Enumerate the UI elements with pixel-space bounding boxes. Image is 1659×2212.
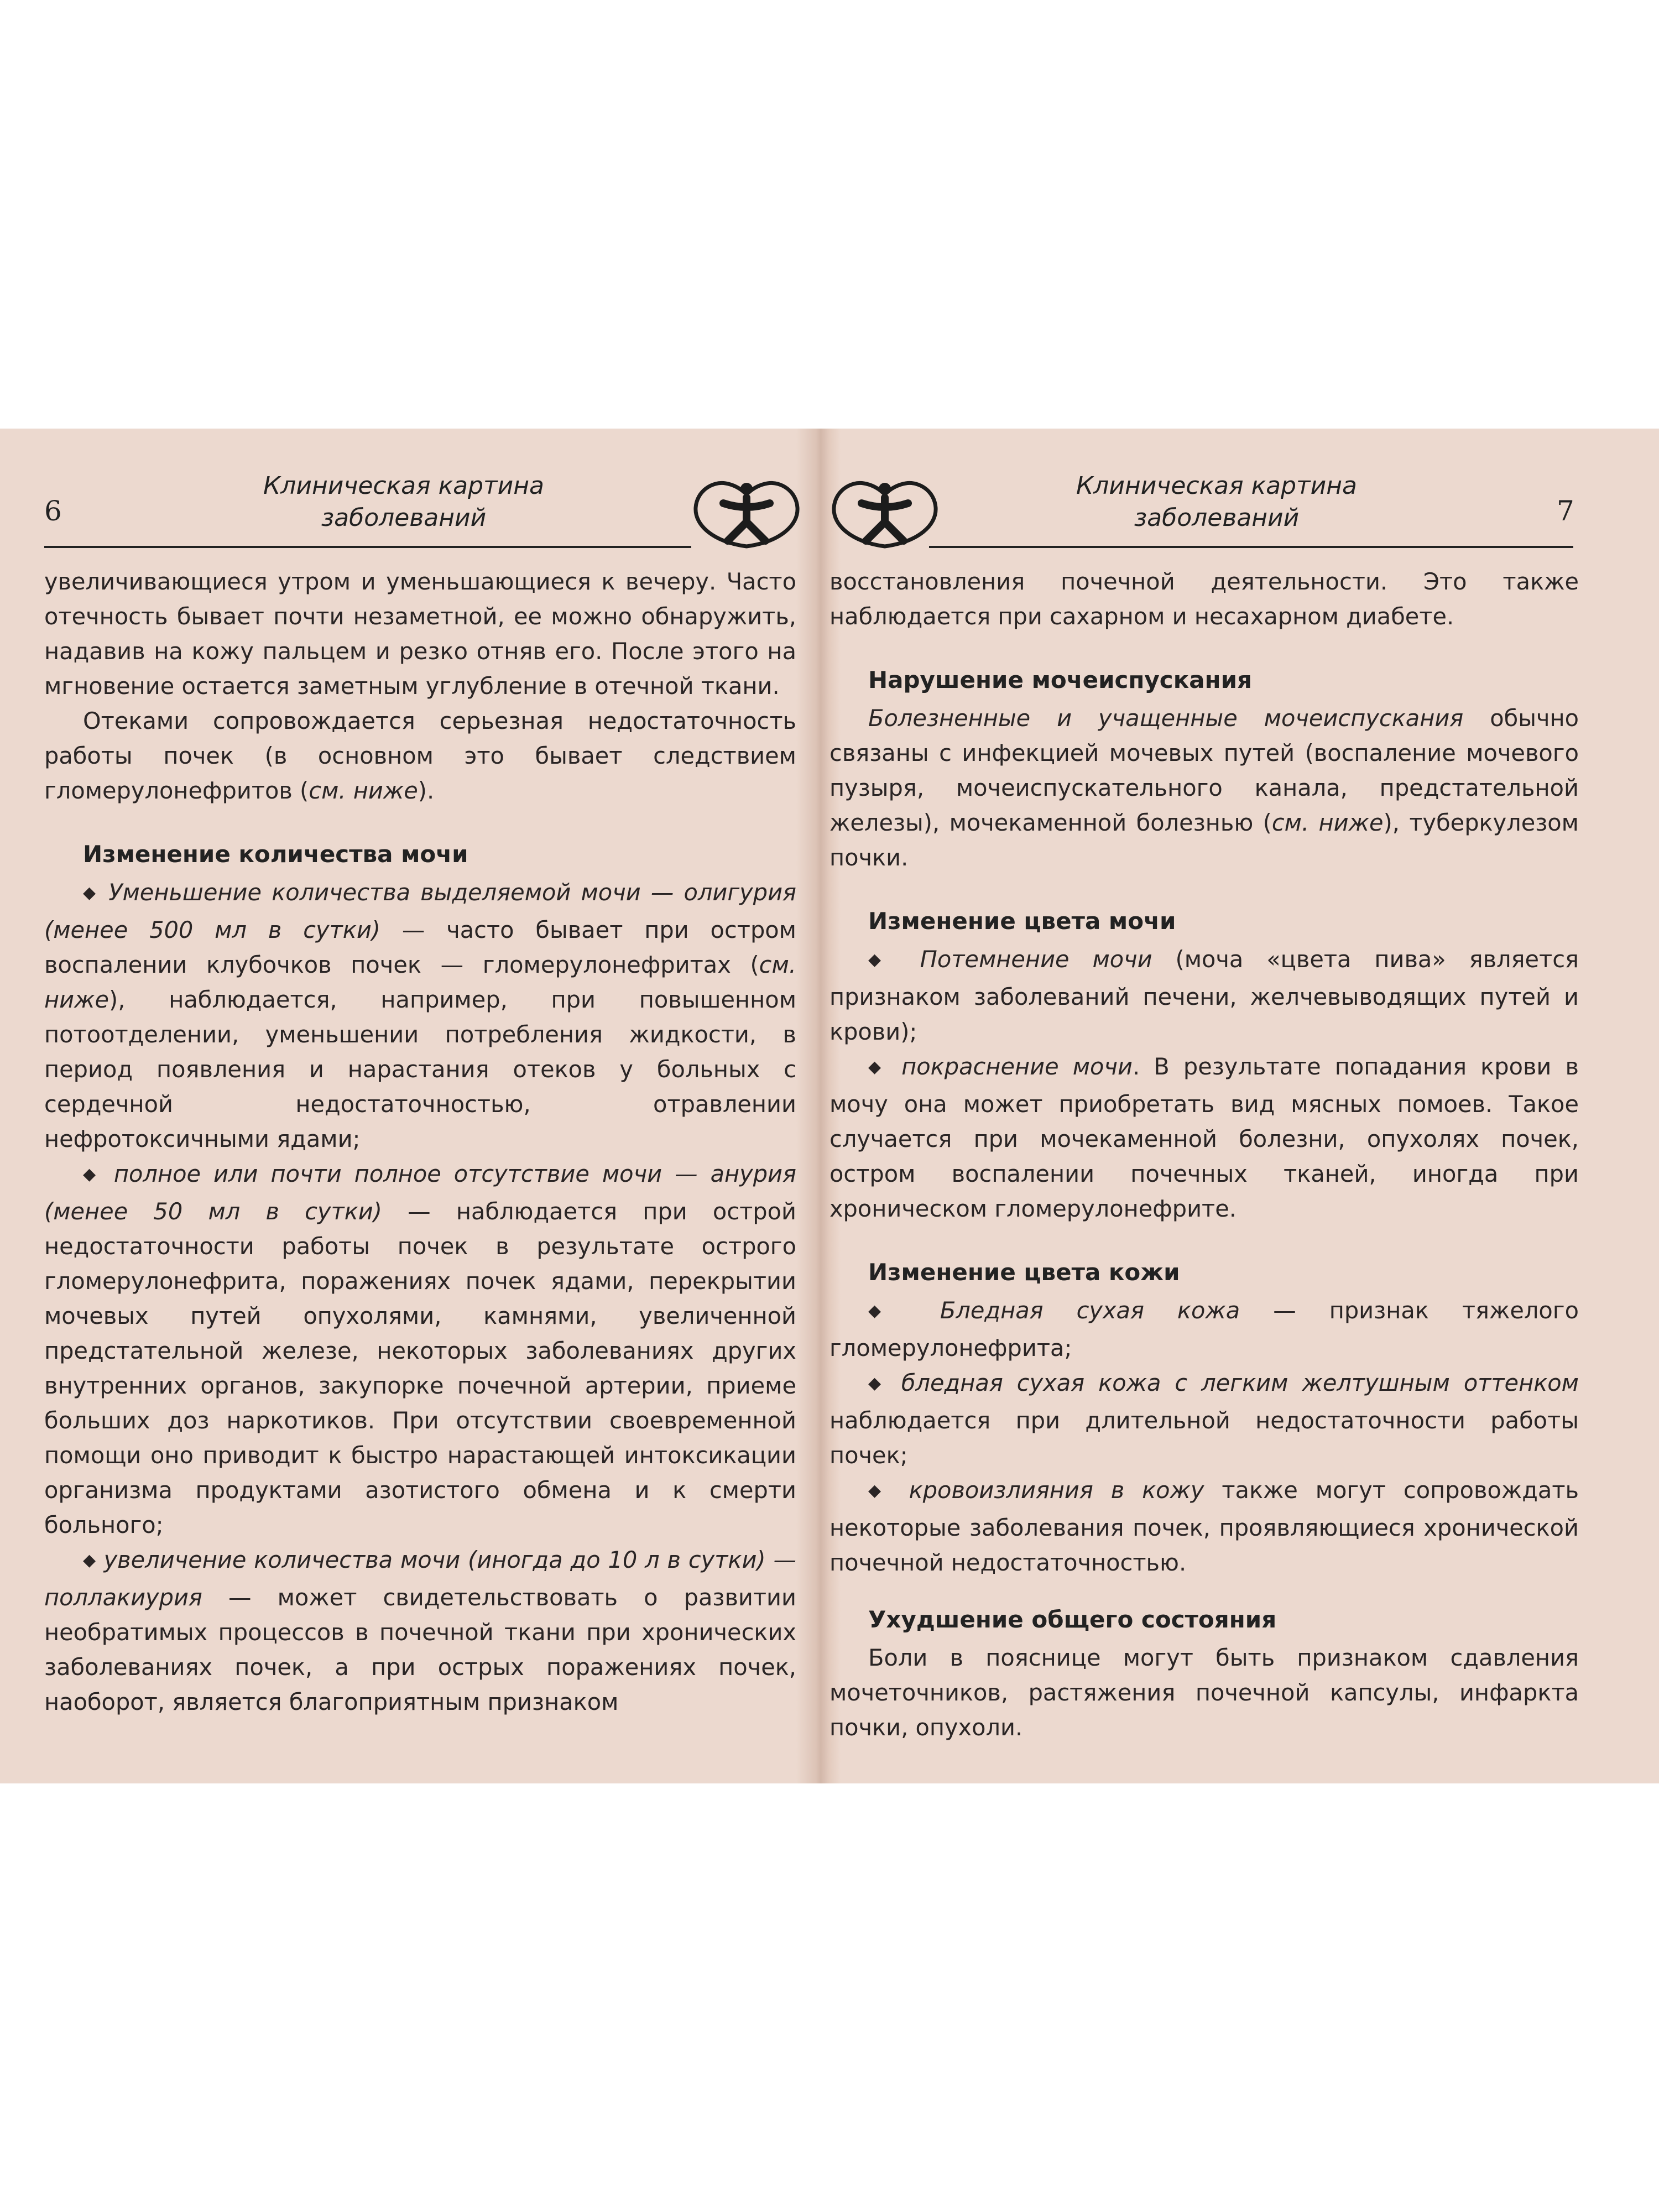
bullet-icon: ◆: [83, 1551, 96, 1570]
bullet-icon: ◆: [83, 883, 99, 902]
running-title: [227, 470, 581, 534]
running-title-line1: Клиническая картина: [1076, 472, 1357, 500]
paragraph: Боли в пояснице могут быть признаком сдавления мочеточников, растяжения почечной капсулы, инфаркта почки, опухоли.: [830, 1644, 1579, 1741]
bullet-icon: ◆: [868, 1481, 891, 1500]
list-item: ◆ Уменьшение количества выделяемой мочи — олигурия (менее 500 мл в сутки) — часто бывает при остром воспалении клубочков почек — гломерулонефритах (см. ниже), наблюдается, например, при повышенном потоотделении, уменьшении потребления жидкости, в период появления и нарастания отеков у больных с сердечной недостаточностью, отравлении нефротоксичными ядами;: [44, 879, 797, 1152]
section-heading: Изменение цвета кожи: [868, 1259, 1180, 1286]
bullet-icon: ◆: [868, 1057, 888, 1077]
section-heading: Ухудшение общего состояния: [868, 1606, 1277, 1633]
page-number: 6: [44, 495, 62, 527]
human-figure-logo-icon: [830, 476, 940, 550]
paragraph: Отеками сопровождается серьезная недостаточность работы почек (в основном это бывает следствием гломерулонефритов (см. ниже).: [44, 707, 796, 804]
page-number: 7: [1557, 495, 1574, 527]
header-rule: [929, 546, 1573, 548]
section-heading: Изменение цвета мочи: [868, 907, 1176, 935]
right-page: [830, 429, 1659, 1783]
running-header: [830, 429, 1659, 553]
bullet-icon: ◆: [868, 1301, 907, 1321]
list-item: ◆ увеличение количества мочи (иногда до 10 л в сутки) — поллакиурия — может свидетельствовать о развитии необратимых процессов в почечной ткани при хронических заболеваниях почек, а при острых поражениях почек, наоборот, является благоприятным признаком: [44, 1546, 796, 1715]
running-title: [1040, 470, 1394, 534]
list-item: ◆ полное или почти полное отсутствие мочи — анурия (менее 50 мл в сутки) — наблюдается при острой недостаточности работы почек в результате острого гломерулонефрита, поражениях почек ядами, перекрытии мочевых путей опухолями, камнями, увеличенной предстательной железе, некоторых заболеваниях других внутренних органов, закупорке почечной артерии, приеме больших доз наркотиков. При отсутствии своевременной помощи оно приводит к быстро нарастающей интоксикации организма продуктами азотистого обмена и к смерти больного;: [44, 1160, 796, 1538]
list-item: ◆ Бледная сухая кожа — признак тяжелого гломерулонефрита;: [830, 1297, 1579, 1361]
bullet-icon: ◆: [868, 950, 897, 969]
running-header: [0, 429, 818, 553]
section-heading: Изменение количества мочи: [83, 841, 468, 868]
list-item: ◆ кровоизлияния в кожу также могут сопровождать некоторые заболевания почек, проявляющиеся хронической почечной недостаточностью.: [830, 1477, 1579, 1576]
header-rule: [44, 546, 691, 548]
running-title-line2: заболеваний: [321, 504, 487, 532]
paragraph: увеличивающиеся утром и уменьшающиеся к вечеру. Часто отечность бывает почти незаметной, ее можно обнаружить, надавив на кожу пальцем и резко отняв его. После этого на мгновение остается заметным углубление в отечной ткани.: [44, 568, 796, 700]
right-page-text: [830, 564, 1579, 1745]
running-title-line1: Клиническая картина: [263, 472, 544, 500]
human-figure-logo-icon: [691, 476, 802, 550]
paragraph: Болезненные и учащенные мочеиспускания обычно связаны с инфекцией мочевых путей (воспаление мочевого пузыря, мочеиспускательного канала, предстательной железы), мочекаменной болезнью (см. ниже), туберкулезом почки.: [830, 705, 1579, 871]
running-title-line2: заболеваний: [1134, 504, 1300, 532]
left-page: [0, 429, 818, 1783]
bullet-icon: ◆: [868, 1374, 888, 1393]
list-item: ◆ бледная сухая кожа с легким желтушным оттенком наблюдается при длительной недостаточности работы почек;: [830, 1369, 1579, 1469]
list-item: ◆ покраснение мочи. В результате попадания крови в мочу она может приобретать вид мясных помоев. Такое случается при мочекаменной болезни, опухолях почек, остром воспалении почечных тканей, иногда при хроническом гломерулонефрите.: [830, 1053, 1579, 1222]
section-heading: Нарушение мочеиспускания: [868, 666, 1252, 693]
paragraph: восстановления почечной деятельности. Это также наблюдается при сахарном и несахарном диабете.: [830, 568, 1579, 630]
left-page-text: [44, 564, 796, 1719]
book-spread: [0, 429, 1659, 1783]
list-item: ◆ Потемнение мочи (моча «цвета пива» является признаком заболеваний печени, желчевыводящих путей и крови);: [830, 946, 1579, 1045]
bullet-icon: ◆: [83, 1165, 101, 1184]
